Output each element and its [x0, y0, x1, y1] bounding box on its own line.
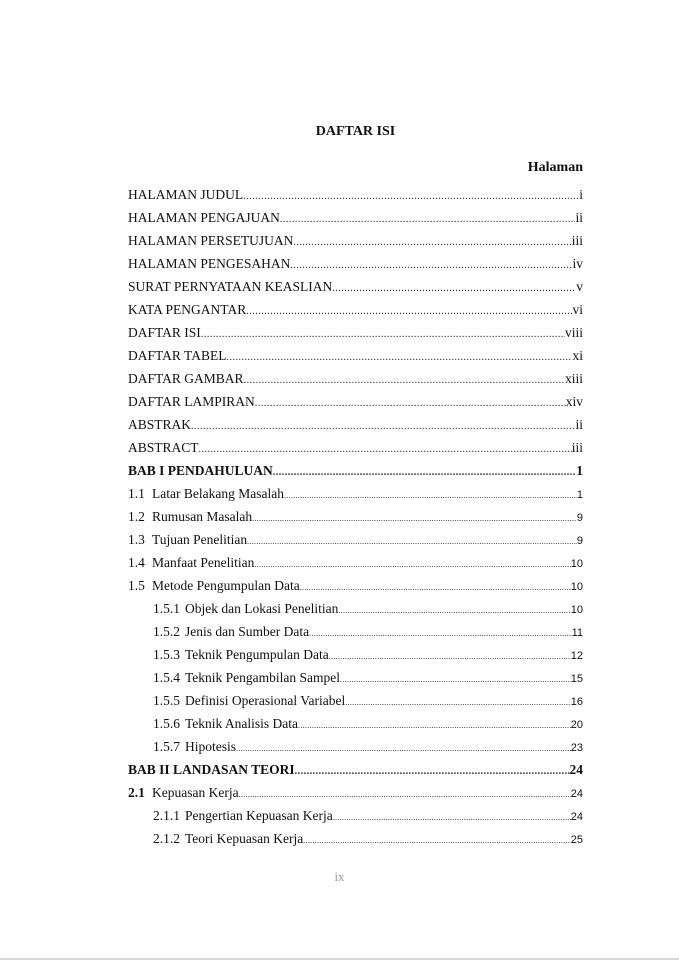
toc-entry-text: Definisi Operasional Variabel	[185, 693, 346, 708]
dot-leader	[201, 323, 565, 346]
dot-leader	[247, 530, 577, 553]
dot-leader	[338, 599, 570, 622]
toc-entry	[128, 505, 583, 528]
dot-leader	[290, 254, 572, 277]
dot-leader	[244, 369, 565, 392]
toc-entry-label	[128, 459, 273, 482]
dot-leader	[280, 208, 576, 231]
toc-entry-text: DAFTAR ISI	[128, 325, 201, 340]
toc-entry-page: 25	[570, 834, 583, 846]
toc-entry-text: HALAMAN PENGAJUAN	[128, 210, 280, 225]
toc-entry	[128, 252, 583, 275]
toc-entry	[128, 206, 583, 229]
dot-leader	[254, 553, 570, 576]
toc-entry-label	[128, 298, 246, 321]
toc-entry	[128, 735, 583, 758]
table-of-contents	[128, 183, 583, 850]
dot-leader	[345, 691, 571, 714]
toc-entry-text: Teknik Pengambilan Sampel	[185, 670, 341, 685]
toc-entry-text: BAB I PENDAHULUAN	[128, 463, 273, 478]
toc-entry-number: 1.5.7	[153, 739, 180, 754]
toc-entry	[128, 689, 583, 712]
toc-entry-number: 2.1.1	[153, 808, 180, 823]
toc-entry-page: v	[576, 279, 583, 294]
dot-leader	[293, 231, 571, 254]
toc-entry-page: iii	[571, 440, 583, 455]
toc-entry	[128, 804, 583, 827]
toc-entry	[128, 643, 583, 666]
dot-leader	[329, 645, 571, 668]
toc-entry-label	[128, 482, 284, 505]
toc-entry	[128, 574, 583, 597]
toc-entry-text: HALAMAN PENGESAHAN	[128, 256, 291, 271]
toc-entry-page: i	[579, 187, 583, 202]
toc-entry-page: 24	[570, 788, 583, 800]
toc-entry-label	[128, 206, 280, 229]
toc-entry	[128, 436, 583, 459]
dot-leader	[246, 300, 572, 323]
toc-entry	[128, 781, 583, 804]
toc-entry-text: Teknik Analisis Data	[185, 716, 299, 731]
dot-leader	[252, 507, 577, 530]
toc-entry	[128, 390, 583, 413]
toc-entry-label	[128, 390, 255, 413]
toc-entry-number: 1.4	[128, 555, 145, 570]
toc-entry-page: xi	[572, 348, 583, 363]
toc-entry-text: Kepuasan Kerja	[152, 785, 239, 800]
toc-entry-text: ABSTRACT	[128, 440, 199, 455]
toc-entry-page: xiii	[564, 371, 583, 386]
page-number-footer: ix	[334, 869, 345, 884]
toc-entry-label	[128, 505, 252, 528]
toc-entry-number: 2.1	[128, 785, 145, 800]
toc-entry-label	[128, 367, 244, 390]
toc-entry-label	[153, 643, 329, 666]
toc-entry-number: 1.5.4	[153, 670, 180, 685]
dot-leader	[295, 760, 570, 783]
dot-leader	[199, 438, 572, 461]
toc-entry-number: 1.5.5	[153, 693, 180, 708]
toc-entry-page: iv	[572, 256, 583, 271]
dot-leader	[298, 714, 571, 737]
toc-entry	[128, 597, 583, 620]
toc-entry-page: xiv	[565, 394, 583, 409]
toc-entry-label	[153, 804, 333, 827]
toc-entry	[128, 620, 583, 643]
toc-entry-label	[128, 551, 254, 574]
toc-entry-label	[128, 781, 239, 804]
toc-entry-text: DAFTAR LAMPIRAN	[128, 394, 255, 409]
toc-entry	[128, 551, 583, 574]
toc-entry-text: Tujuan Penelitian	[152, 532, 248, 547]
toc-entry-page: 10	[570, 581, 583, 593]
toc-entry-page: 16	[570, 696, 583, 708]
toc-entry-page: iii	[571, 233, 583, 248]
toc-entry-text: HALAMAN JUDUL	[128, 187, 244, 202]
toc-entry-label	[153, 735, 236, 758]
dot-leader	[255, 392, 566, 415]
toc-entry	[128, 275, 583, 298]
toc-entry-text: ABSTRAK	[128, 417, 192, 432]
dot-leader	[300, 576, 571, 599]
toc-entry	[128, 367, 583, 390]
toc-entry-page: vi	[572, 302, 583, 317]
toc-entry-page: 9	[576, 512, 583, 524]
dot-leader	[226, 346, 572, 369]
dot-leader	[191, 415, 575, 438]
toc-entry-label	[153, 620, 309, 643]
toc-entry-text: Rumusan Masalah	[152, 509, 253, 524]
toc-entry-page: viii	[564, 325, 583, 340]
toc-entry-label	[153, 689, 345, 712]
toc-entry-page: 24	[569, 762, 583, 777]
toc-entry-page: 1	[576, 489, 583, 501]
dot-leader	[333, 806, 571, 829]
toc-entry-number: 1.5	[128, 578, 145, 593]
toc-entry	[128, 666, 583, 689]
toc-entry-number: 1.2	[128, 509, 145, 524]
toc-entry-text: KATA PENGANTAR	[128, 302, 247, 317]
toc-entry-label	[153, 666, 340, 689]
dot-leader	[332, 277, 576, 300]
toc-entry-text: DAFTAR TABEL	[128, 348, 227, 363]
dot-leader	[340, 668, 571, 691]
dot-leader	[273, 461, 576, 484]
toc-entry-label	[128, 183, 243, 206]
toc-entry-label	[128, 275, 332, 298]
toc-entry-page: 9	[576, 535, 583, 547]
toc-entry	[128, 758, 583, 781]
toc-entry-label	[128, 574, 300, 597]
toc-entry-number: 1.5.1	[153, 601, 180, 616]
toc-entry-text: BAB II LANDASAN TEORI	[128, 762, 295, 777]
toc-entry-page: 12	[570, 650, 583, 662]
toc-entry-text: Manfaat Penelitian	[152, 555, 255, 570]
toc-entry-page: 1	[576, 463, 583, 478]
toc-entry	[128, 459, 583, 482]
toc-entry-text: Metode Pengumpulan Data	[152, 578, 300, 593]
toc-entry	[128, 712, 583, 735]
toc-entry-page: ii	[575, 210, 583, 225]
toc-entry-label	[128, 436, 199, 459]
toc-entry-number: 1.3	[128, 532, 145, 547]
toc-entry	[128, 482, 583, 505]
toc-entry-number: 1.5.3	[153, 647, 180, 662]
toc-entry-text: Teknik Pengumpulan Data	[185, 647, 329, 662]
dot-leader	[239, 783, 571, 806]
toc-entry	[128, 413, 583, 436]
toc-entry-page: 23	[570, 742, 583, 754]
toc-entry-number: 1.1	[128, 486, 145, 501]
toc-entry-label	[128, 528, 247, 551]
toc-entry-text: DAFTAR GAMBAR	[128, 371, 244, 386]
toc-entry-text: SURAT PERNYATAAN KEASLIAN	[128, 279, 333, 294]
toc-entry-text: Latar Belakang Masalah	[152, 486, 284, 501]
toc-entry	[128, 229, 583, 252]
dot-leader	[303, 829, 570, 852]
toc-entry-label	[153, 827, 303, 850]
toc-entry-text: Objek dan Lokasi Penelitian	[185, 601, 339, 616]
page-title: DAFTAR ISI	[315, 124, 396, 139]
toc-entry-number: 1.5.6	[153, 716, 180, 731]
toc-entry	[128, 321, 583, 344]
dot-leader	[243, 185, 579, 208]
page-column-label: Halaman	[527, 160, 583, 175]
toc-entry-label	[128, 252, 290, 275]
toc-entry	[128, 528, 583, 551]
toc-entry	[128, 183, 583, 206]
toc-entry-text: Pengertian Kepuasan Kerja	[185, 808, 333, 823]
dot-leader	[309, 622, 571, 645]
toc-entry-label	[128, 344, 226, 367]
toc-entry-page: 10	[570, 558, 583, 570]
toc-entry-number: 1.5.2	[153, 624, 180, 639]
toc-entry-label	[153, 712, 298, 735]
dot-leader	[284, 484, 577, 507]
toc-entry-label	[128, 413, 191, 436]
toc-entry-page: 20	[570, 719, 583, 731]
toc-entry-label	[128, 321, 201, 344]
toc-entry-page: 11	[571, 627, 583, 639]
toc-entry-text: Teori Kepuasan Kerja	[185, 831, 304, 846]
toc-entry-page: 15	[570, 673, 583, 685]
toc-entry	[128, 827, 583, 850]
toc-entry-label	[128, 229, 293, 252]
toc-entry-page: 24	[570, 811, 583, 823]
toc-entry-text: Jenis dan Sumber Data	[185, 624, 310, 639]
toc-entry-text: HALAMAN PERSETUJUAN	[128, 233, 294, 248]
toc-entry-number: 2.1.2	[153, 831, 180, 846]
dot-leader	[236, 737, 571, 760]
toc-entry-label	[128, 758, 295, 781]
toc-entry-page: 10	[570, 604, 583, 616]
toc-entry-text: Hipotesis	[185, 739, 237, 754]
toc-entry-page: ii	[575, 417, 583, 432]
toc-entry	[128, 344, 583, 367]
toc-entry-label	[153, 597, 338, 620]
toc-entry	[128, 298, 583, 321]
